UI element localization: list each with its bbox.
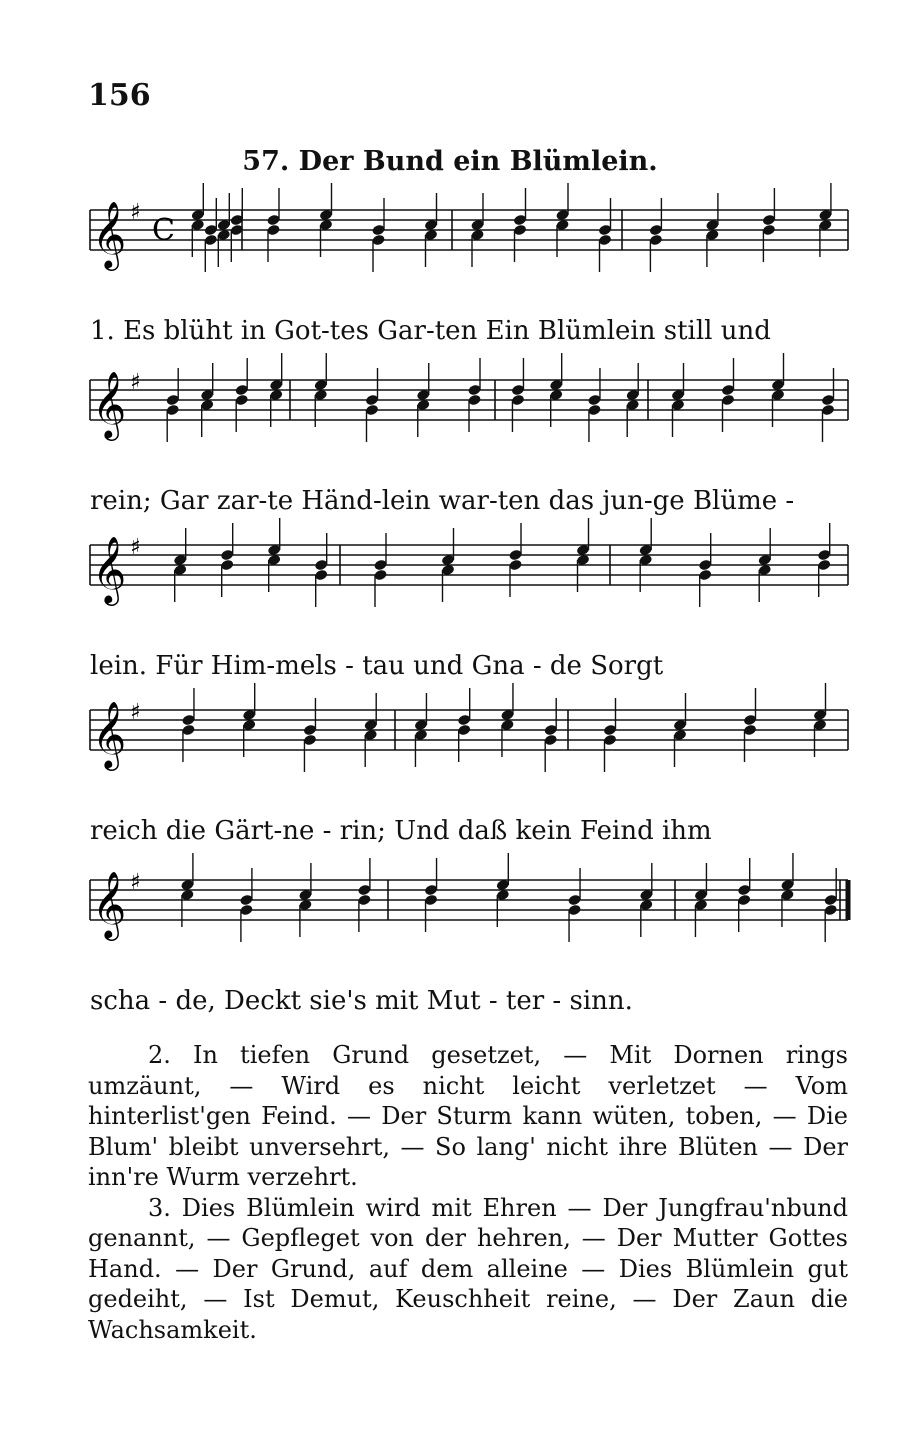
treble-clef-icon: 𝄞 [92,870,127,938]
music-system-2 [90,360,850,516]
staff-3 [90,525,850,645]
treble-clef-icon: 𝄞 [92,200,127,268]
staff-4 [90,690,850,810]
music-system-3 [90,525,850,681]
song-title: 57. Der Bund ein Blümlein. [242,146,658,177]
lyric-line-5: scha - de, Deckt sie's mit Mut - ter - sinn. [90,986,633,1016]
music-system-1 [90,190,850,346]
verse-2: 2. In tiefen Grund gesetzet, — Mit Dornen rings umzäunt, — Wird es nicht leicht verletzet — Vom hinterlist'gen Feind. — Der Sturm kann wüten, toben, — Die Blum' bleibt unversehrt, — So lang' nicht ihre Blüten — Der inn're Wurm verzehrt. [88,1041,848,1191]
additional-verses [88,1040,848,1345]
music-system-4 [90,690,850,846]
staff-1 [90,190,850,310]
lyric-line-1: 1. Es blüht in Got-tes Gar-ten Ein Blümlein still und [90,316,771,346]
verse-3: 3. Dies Blümlein wird mit Ehren — Der Jungfrau'nbund genannt, — Gepfleget von der hehren, — Der Mutter Gottes Hand. — Der Grund, auf dem alleine — Dies Blümlein gut gedeiht, — Ist Demut, Keuschheit reine, — Der Zaun die Wachsamkeit. [88,1193,848,1344]
key-sharp-icon: ♯ [130,870,141,895]
staff-5 [90,860,850,980]
lyric-line-4: reich die Gärt-ne - rin; Und daß kein Feind ihm [90,816,712,846]
music-system-5 [90,860,850,1016]
key-sharp-icon: ♯ [130,370,141,395]
page-number: 156 [88,78,151,113]
key-sharp-icon: ♯ [130,700,141,725]
key-sharp-icon: ♯ [130,200,141,225]
time-signature: C [152,213,175,248]
treble-clef-icon: 𝄞 [92,535,127,603]
lyric-line-3: lein. Für Him-mels - tau und Gna - de Sorgt [90,651,664,681]
treble-clef-icon: 𝄞 [92,700,127,768]
treble-clef-icon: 𝄞 [92,370,127,438]
key-sharp-icon: ♯ [130,535,141,560]
staff-2 [90,360,850,480]
lyric-line-2: rein; Gar zar-te Händ-lein war-ten das jun-ge Blüme - [90,486,795,516]
